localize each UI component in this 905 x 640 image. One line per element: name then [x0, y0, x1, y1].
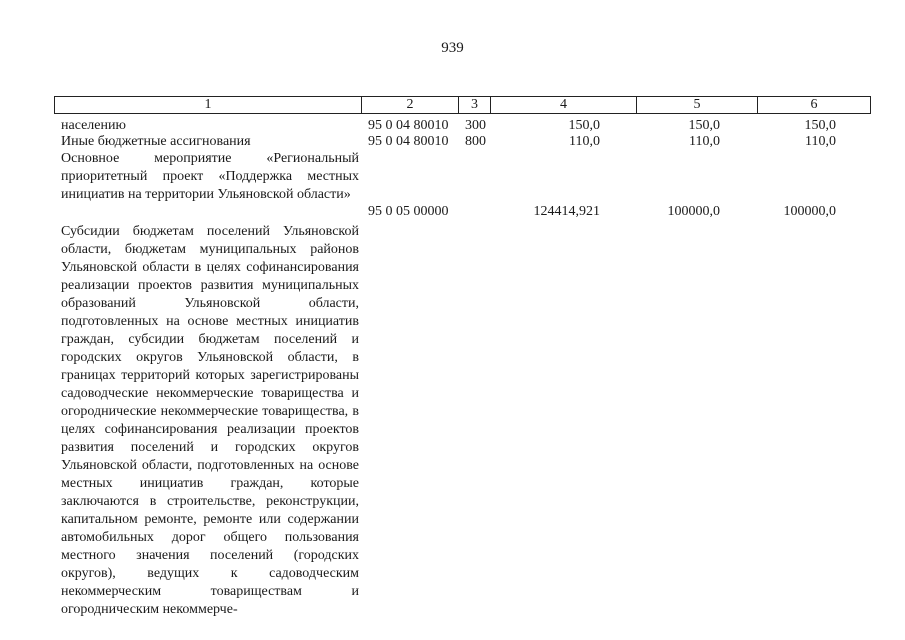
row-value-6: 100000,0: [783, 204, 836, 219]
row-code: 95 0 05 00000: [368, 204, 449, 219]
row-code: 95 0 04 80010: [368, 134, 449, 149]
row-value-5: 100000,0: [667, 204, 720, 219]
header-col-4: 4: [491, 97, 637, 114]
header-col-1: 1: [55, 97, 362, 114]
row-value-6: 150,0: [804, 118, 836, 133]
header-col-5: 5: [637, 97, 758, 114]
row-value-6: 110,0: [805, 134, 836, 149]
row-name: Иные бюджетные ассигнования: [61, 134, 251, 149]
header-col-6: 6: [758, 97, 871, 114]
row-value-4: 110,0: [569, 134, 600, 149]
table-header: [54, 96, 871, 114]
row-name: Субсидии бюджетам поселений Ульяновской области, бюджетам муниципальных районов Ульяновской области в целях софинансирования реализации проектов развития муниципальных образований Ульяновской области, подготовленных на основе местных инициатив граждан, субсидии бюджетам поселений и городских округов Ульяновской области, в границах территорий которых зарегистрированы садоводческие некоммерческие товарищества и огороднические некоммерческие товарищества, в целях софинансирования реализации проектов развития поселений и городских округов Ульяновской области, подготовленных на основе местных инициатив граждан, которые заключаются в строительстве, реконструкции, капитальном ремонте, ремонте или содержании автомобильных дорог общего пользования местного значения поселений (городских округов), ведущих к садоводческим некоммерческим товариществам и огородническим некоммерче-: [61, 224, 359, 617]
row-value-5: 150,0: [688, 118, 720, 133]
page-number: 939: [441, 40, 464, 56]
row-type: 300: [465, 118, 486, 133]
row-type: 800: [465, 134, 486, 149]
header-col-2: 2: [362, 97, 459, 114]
row-value-5: 110,0: [689, 134, 720, 149]
row-value-4: 124414,921: [533, 204, 600, 219]
row-name: населению: [61, 118, 126, 133]
row-value-4: 150,0: [568, 118, 600, 133]
row-code: 95 0 04 80010: [368, 118, 449, 133]
header-col-3: 3: [459, 97, 491, 114]
row-name: Основное мероприятие «Региональный приоритетный проект «Поддержка местных инициатив на территории Ульяновской области»: [61, 151, 359, 202]
